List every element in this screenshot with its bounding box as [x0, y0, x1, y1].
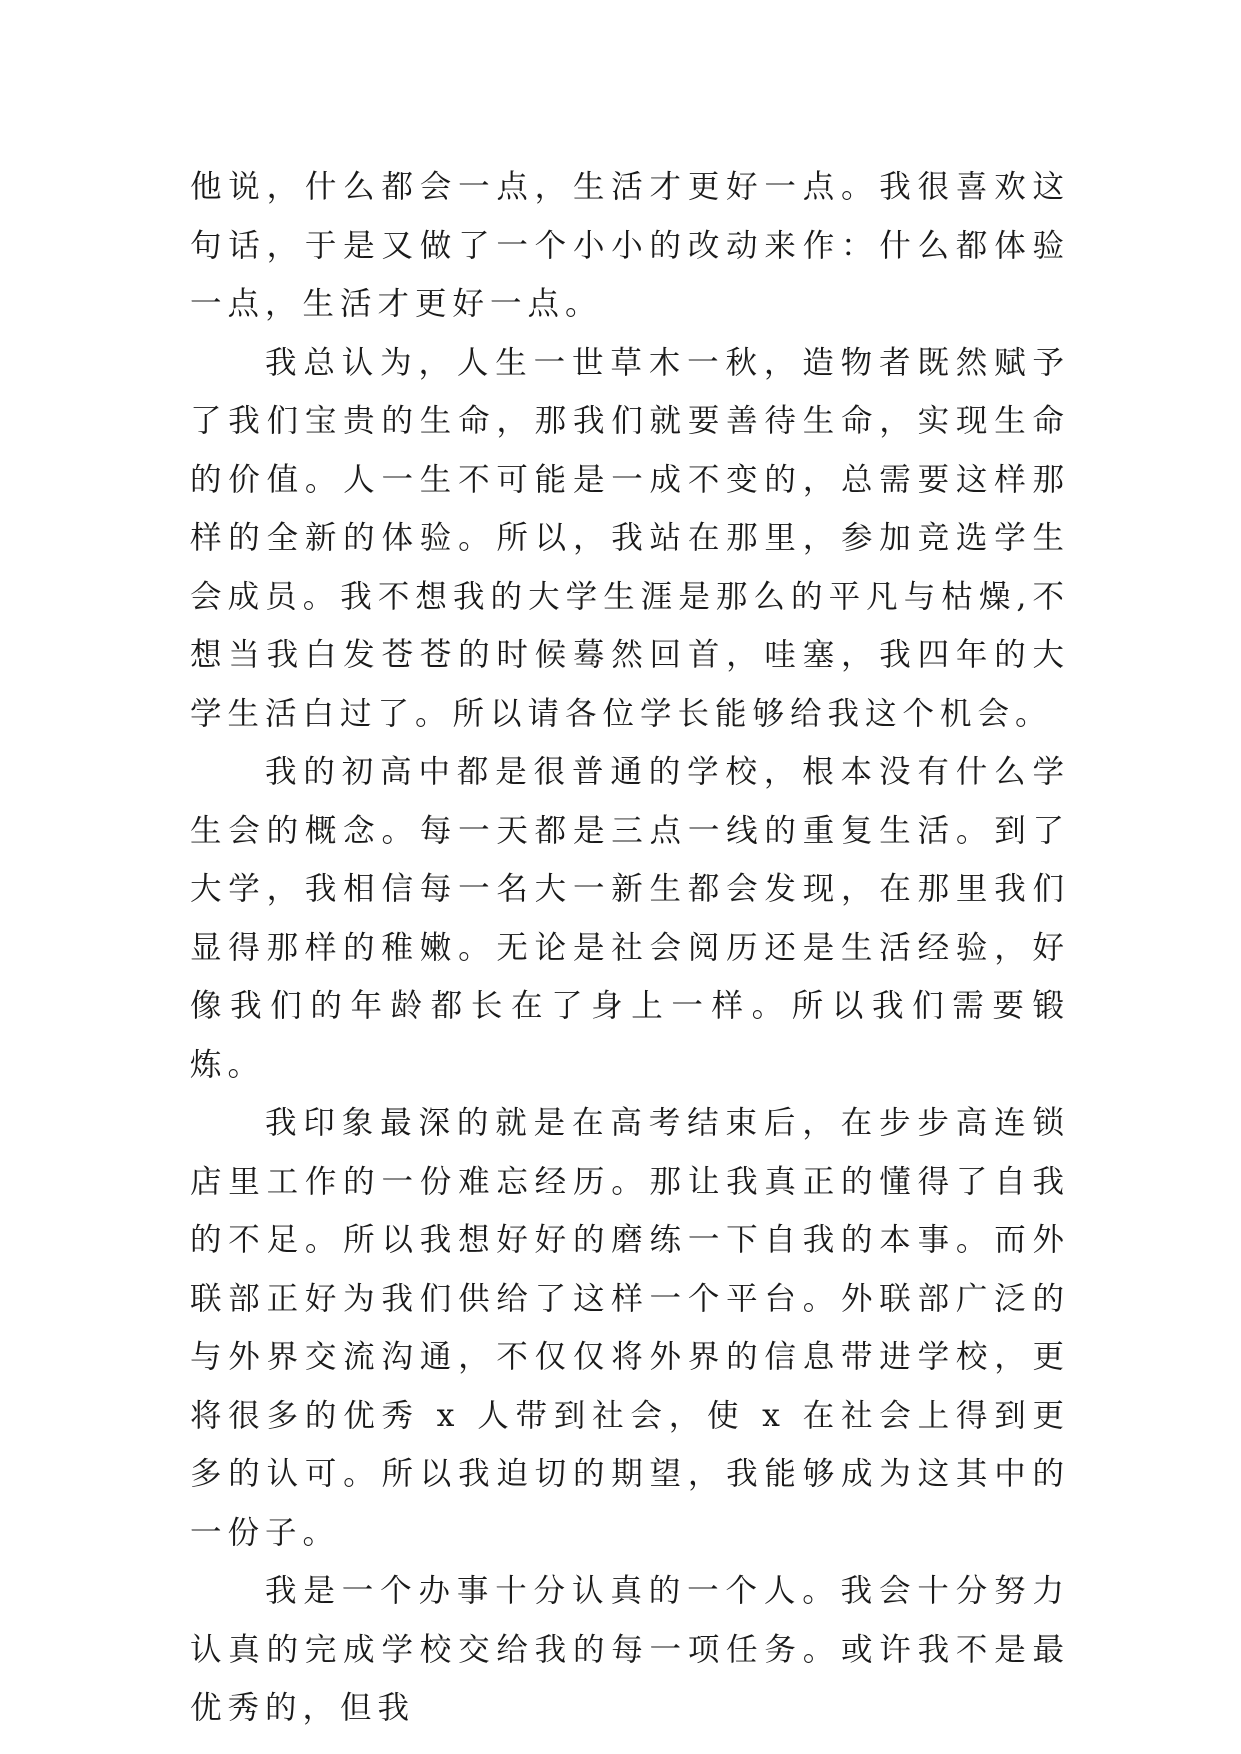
document-body — [190, 158, 1070, 1738]
paragraph-1: 他说，什么都会一点，生活才更好一点。我很喜欢这句话，于是又做了一个小小的改动来作：什么都体验一点，生活才更好一点。 — [190, 169, 1070, 322]
paragraph-3: 我的初高中都是很普通的学校，根本没有什么学生会的概念。每一天都是三点一线的重复生活。到了大学，我相信每一名大一新生都会发现，在那里我们显得那样的稚嫩。无论是社会阅历还是生活经验，好像我们的年龄都长在了身上一样。所以我们需要锻炼。 — [190, 754, 1070, 1083]
paragraph-2: 我总认为，人生一世草木一秋，造物者既然赋予了我们宝贵的生命，那我们就要善待生命，实现生命的价值。人一生不可能是一成不变的，总需要这样那样的全新的体验。所以，我站在那里，参加竞选学生会成员。我不想我的大学生涯是那么的平凡与枯燥,不想当我白发苍苍的时候蓦然回首，哇塞，我四年的大学生活白过了。所以请各位学长能够给我这个机会。 — [190, 344, 1070, 732]
paragraph-4: 我印象最深的就是在高考结束后，在步步高连锁店里工作的一份难忘经历。那让我真正的懂得了自我的不足。所以我想好好的磨练一下自我的本事。而外联部正好为我们供给了这样一个平台。外联部广泛的与外界交流沟通，不仅仅将外界的信息带进学校，更将很多的优秀 x 人带到社会，使 x 在社会上得到更多的认可。所以我迫切的期望，我能够成为这其中的一份子。 — [190, 1105, 1070, 1551]
paragraph-5: 我是一个办事十分认真的一个人。我会十分努力认真的完成学校交给我的每一项任务。或许我不是最优秀的，但我 — [190, 1573, 1070, 1726]
